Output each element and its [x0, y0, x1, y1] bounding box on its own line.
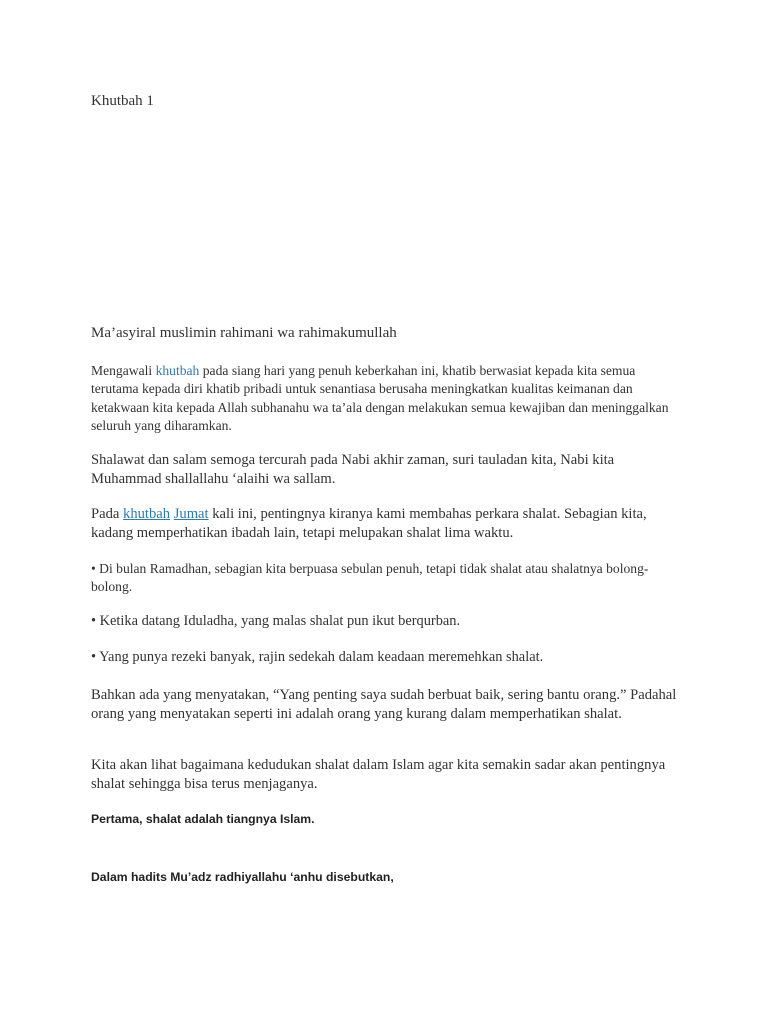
greeting-text: Ma’asyiral muslimin rahimani wa rahimakumullah — [91, 325, 397, 341]
paragraph-topic-start: Pada — [91, 506, 124, 522]
paragraph-opening-start: Mengawali — [91, 363, 156, 378]
paragraph-topic-rest: kali ini, pentingnya kiranya kami membahas perkara shalat. Sebagian kita, kadang memperhatikan ibadah lain, tetapi melupakan shalat lima waktu. — [91, 506, 647, 541]
jumat-link[interactable]: Jumat — [173, 506, 209, 522]
arabic-qala-taala-line — [91, 232, 683, 260]
khutbah-link[interactable]: khutbah — [155, 363, 200, 378]
arabic-hadits-line — [91, 864, 683, 892]
arabic-ayat-line — [91, 266, 683, 306]
arabic-amma-badu-line — [91, 196, 683, 224]
paragraph-kedudukan: Kita akan lihat bagaimana kedudukan shalat dalam Islam agar kita semakin sadar akan pentingnya shalat sehingga bisa terus menjaganya. — [91, 757, 666, 792]
paragraph-topic — [91, 505, 683, 543]
arabic-hamdalah-line — [91, 122, 683, 150]
bullet-item-ramadhan: • Di bulan Ramadhan, sebagian kita berpuasa sebulan penuh, tetapi tidak shalat atau shalatnya bolong-bolong. — [91, 561, 649, 594]
bullet-item-sedekah: • Yang punya rezeki banyak, rajin sedekah dalam keadaan meremehkan shalat. — [91, 649, 544, 665]
subheading-pertama: Pertama, shalat adalah tiangnya Islam. — [91, 812, 315, 826]
subheading-hadits: Dalam hadits Mu’adz radhiyallahu ‘anhu disebutkan, — [91, 870, 394, 884]
paragraph-statement: Bahkan ada yang menyatakan, “Yang penting saya sudah berbuat baik, sering bantu orang.” Padahal orang yang menyatakan seperti ini adalah orang yang kurang dalam memperhatikan shalat. — [91, 687, 677, 722]
arabic-syahadat-line — [91, 160, 683, 188]
paragraph-shalawat: Shalawat dan salam semoga tercurah pada Nabi akhir zaman, suri tauladan kita, Nabi kita Muhammad shallallahu ‘alaihi wa sallam. — [91, 452, 615, 487]
bullet-item-iduladha: • Ketika datang Iduladha, yang malas shalat pun ikut berqurban. — [91, 613, 461, 629]
khutbah-link-2[interactable]: khutbah — [123, 506, 171, 522]
paragraph-opening-rest: pada siang hari yang penuh keberkahan ini, khatib berwasiat kepada kita semua terutama kepada diri khatib pribadi untuk senantiasa berusaha meningkatkan kualitas keimanan dan ketakwaan kita kepada Allah subhanahu wa ta’ala dengan melakukan semua kewajiban dan meninggalkan seluruh yang diharamkan. — [91, 363, 669, 433]
khutbah-heading: Khutbah 1 — [91, 93, 154, 109]
paragraph-opening — [91, 362, 683, 435]
